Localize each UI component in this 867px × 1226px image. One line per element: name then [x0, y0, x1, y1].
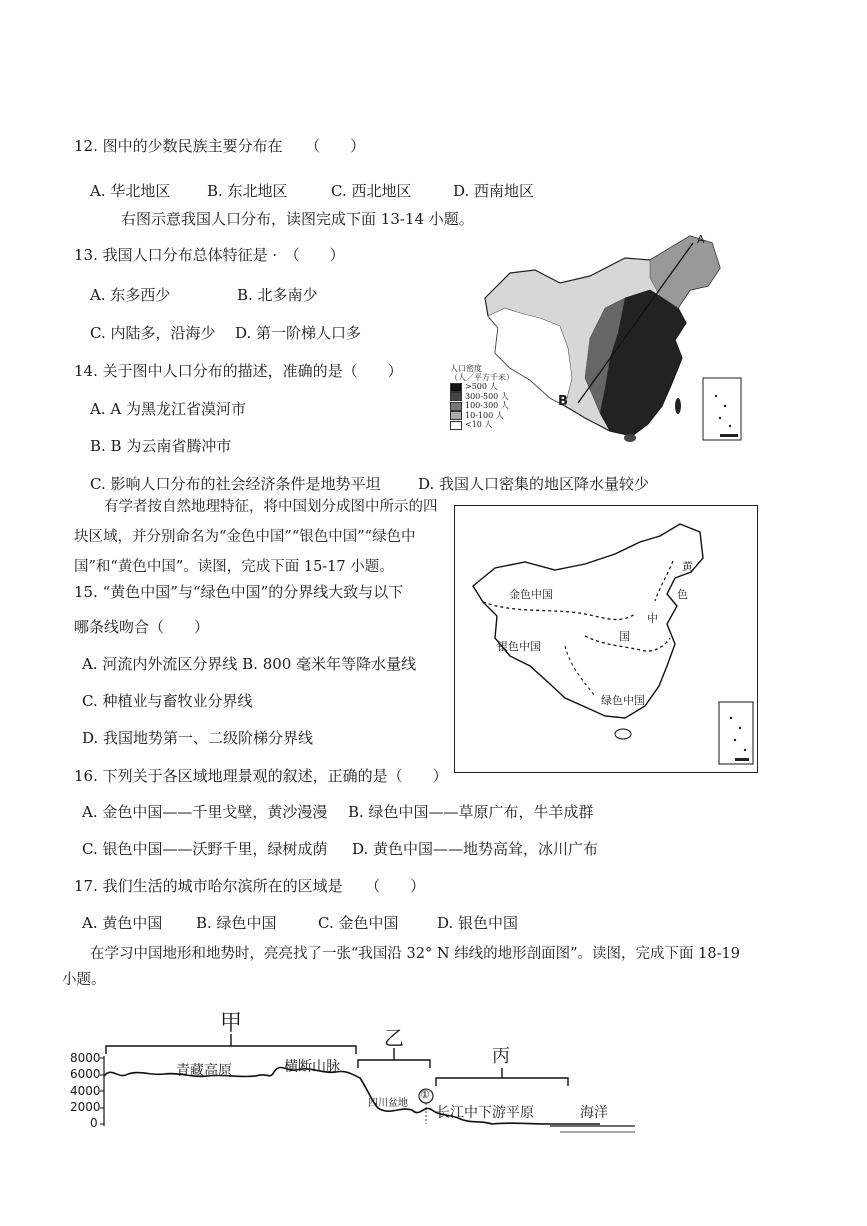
- label-qingzang: 青藏高原: [176, 1063, 232, 1079]
- legend-item-3: 100-300 人: [450, 401, 514, 411]
- terrain-profile: [60, 1000, 640, 1140]
- legend-item-5: <10 人: [450, 420, 514, 430]
- intro-18-19-line2: 小题。: [62, 972, 106, 988]
- q13-option-b: B. 北多南少: [237, 286, 318, 304]
- label-yellow-3: 中: [647, 612, 658, 625]
- q12-stem: 12. 图中的少数民族主要分布在 （ ）: [74, 137, 366, 155]
- q12-option-b: B. 东北地区: [207, 182, 288, 200]
- label-ocean: 海洋: [580, 1105, 608, 1121]
- q15-option-ab: A. 河流内外流区分界线 B. 800 毫米年等降水量线: [82, 655, 417, 673]
- q12-option-c: C. 西北地区: [331, 182, 412, 200]
- legend-item-4: 10-100 人: [450, 411, 514, 421]
- q13-option-d: D. 第一阶梯人口多: [235, 324, 362, 342]
- q14-option-a: A. A 为黑龙江省漠河市: [90, 400, 246, 418]
- legend-unit: （人／平方千米）: [450, 373, 514, 382]
- q13-stem: 13. 我国人口分布总体特征是 · （ ）: [74, 246, 345, 264]
- label-sichuan: 四川盆地: [368, 1098, 408, 1109]
- label-yi: 乙: [384, 1026, 404, 1050]
- map-label-a: A: [697, 233, 705, 246]
- q16-option-a: A. 金色中国——千里戈壁，黄沙漫漫: [82, 803, 328, 821]
- q12-option-d: D. 西南地区: [453, 182, 535, 200]
- four-regions-map: [454, 505, 758, 773]
- legend-title: 人口密度: [450, 364, 482, 373]
- y-tick-0: 0: [90, 1116, 98, 1130]
- y-tick-8000: 8000: [70, 1051, 101, 1065]
- label-jia: 甲: [220, 1011, 243, 1036]
- q15-option-d: D. 我国地势第一、二级阶梯分界线: [82, 729, 314, 747]
- label-gold-china: 金色中国: [509, 588, 553, 601]
- q17-option-c: C. 金色中国: [318, 914, 399, 932]
- label-circle-1: ①: [420, 1088, 430, 1101]
- label-yellow-4: 国: [619, 630, 630, 643]
- map-label-b: B: [558, 394, 568, 409]
- q17-option-d: D. 银色中国: [437, 914, 519, 932]
- label-changjiang: 长江中下游平原: [436, 1105, 534, 1121]
- q16-stem: 16. 下列关于各区域地理景观的叙述，正确的是（ ）: [74, 767, 448, 785]
- intro-18-19-line1: 在学习中国地形和地势时，亮亮找了一张“我国沿 32° N 纬线的地形剖面图”。读图，完成下面 18-19: [90, 946, 740, 962]
- q17-stem: 17. 我们生活的城市哈尔滨所在的区域是 （ ）: [74, 877, 426, 895]
- q16-option-d: D. 黄色中国——地势高耸，冰川广布: [352, 840, 599, 858]
- q16-option-c: C. 银色中国——沃野千里，绿树成荫: [82, 840, 328, 858]
- q17-option-b: B. 绿色中国: [196, 914, 277, 932]
- y-tick-6000: 6000: [70, 1067, 101, 1081]
- label-green-china: 绿色中国: [601, 694, 645, 707]
- label-silver-china: 银色中国: [497, 640, 541, 653]
- q14-option-c: C. 影响人口分布的社会经济条件是地势平坦: [90, 475, 381, 493]
- q14-option-b: B. B 为云南省腾冲市: [90, 437, 232, 455]
- q13-option-a: A. 东多西少: [90, 286, 171, 304]
- q15-stem-2: 哪条线吻合（ ）: [74, 618, 210, 636]
- q17-option-a: A. 黄色中国: [82, 914, 163, 932]
- y-tick-2000: 2000: [70, 1100, 101, 1114]
- terrain-profile-svg: [60, 1000, 640, 1140]
- q13-option-c: C. 内陆多，沿海少: [90, 324, 216, 342]
- q15-option-c: C. 种植业与畜牧业分界线: [82, 692, 253, 710]
- label-bing: 丙: [492, 1046, 510, 1067]
- q15-stem-1: 15. “黄色中国”与“绿色中国”的分界线大致与以下: [74, 583, 404, 601]
- q14-option-d: D. 我国人口密集的地区降水量较少: [418, 475, 650, 493]
- intro-13-14: 右图示意我国人口分布，读图完成下面 13-14 小题。: [121, 210, 474, 228]
- q16-option-b: B. 绿色中国——草原广布，牛羊成群: [348, 803, 594, 821]
- q12-option-a: A. 华北地区: [90, 182, 171, 200]
- q14-stem: 14. 关于图中人口分布的描述，准确的是（ ）: [74, 362, 403, 380]
- label-hengduan: 横断山脉: [284, 1059, 340, 1075]
- y-tick-4000: 4000: [70, 1084, 101, 1098]
- population-density-map: [450, 228, 755, 453]
- legend-item-2: 300-500 人: [450, 392, 514, 402]
- population-legend: [450, 364, 514, 430]
- legend-item-1: >500 人: [450, 382, 514, 392]
- label-yellow-1: 黄: [682, 560, 693, 573]
- intro-15-17: 有学者按自然地理特征，将中国划分成图中所示的四块区域，并分别命名为“金色中国”“银色中国”“绿色中国”和“黄色中国”。读图，完成下面 15-17 小题。: [74, 499, 438, 575]
- label-yellow-2: 色: [677, 588, 688, 601]
